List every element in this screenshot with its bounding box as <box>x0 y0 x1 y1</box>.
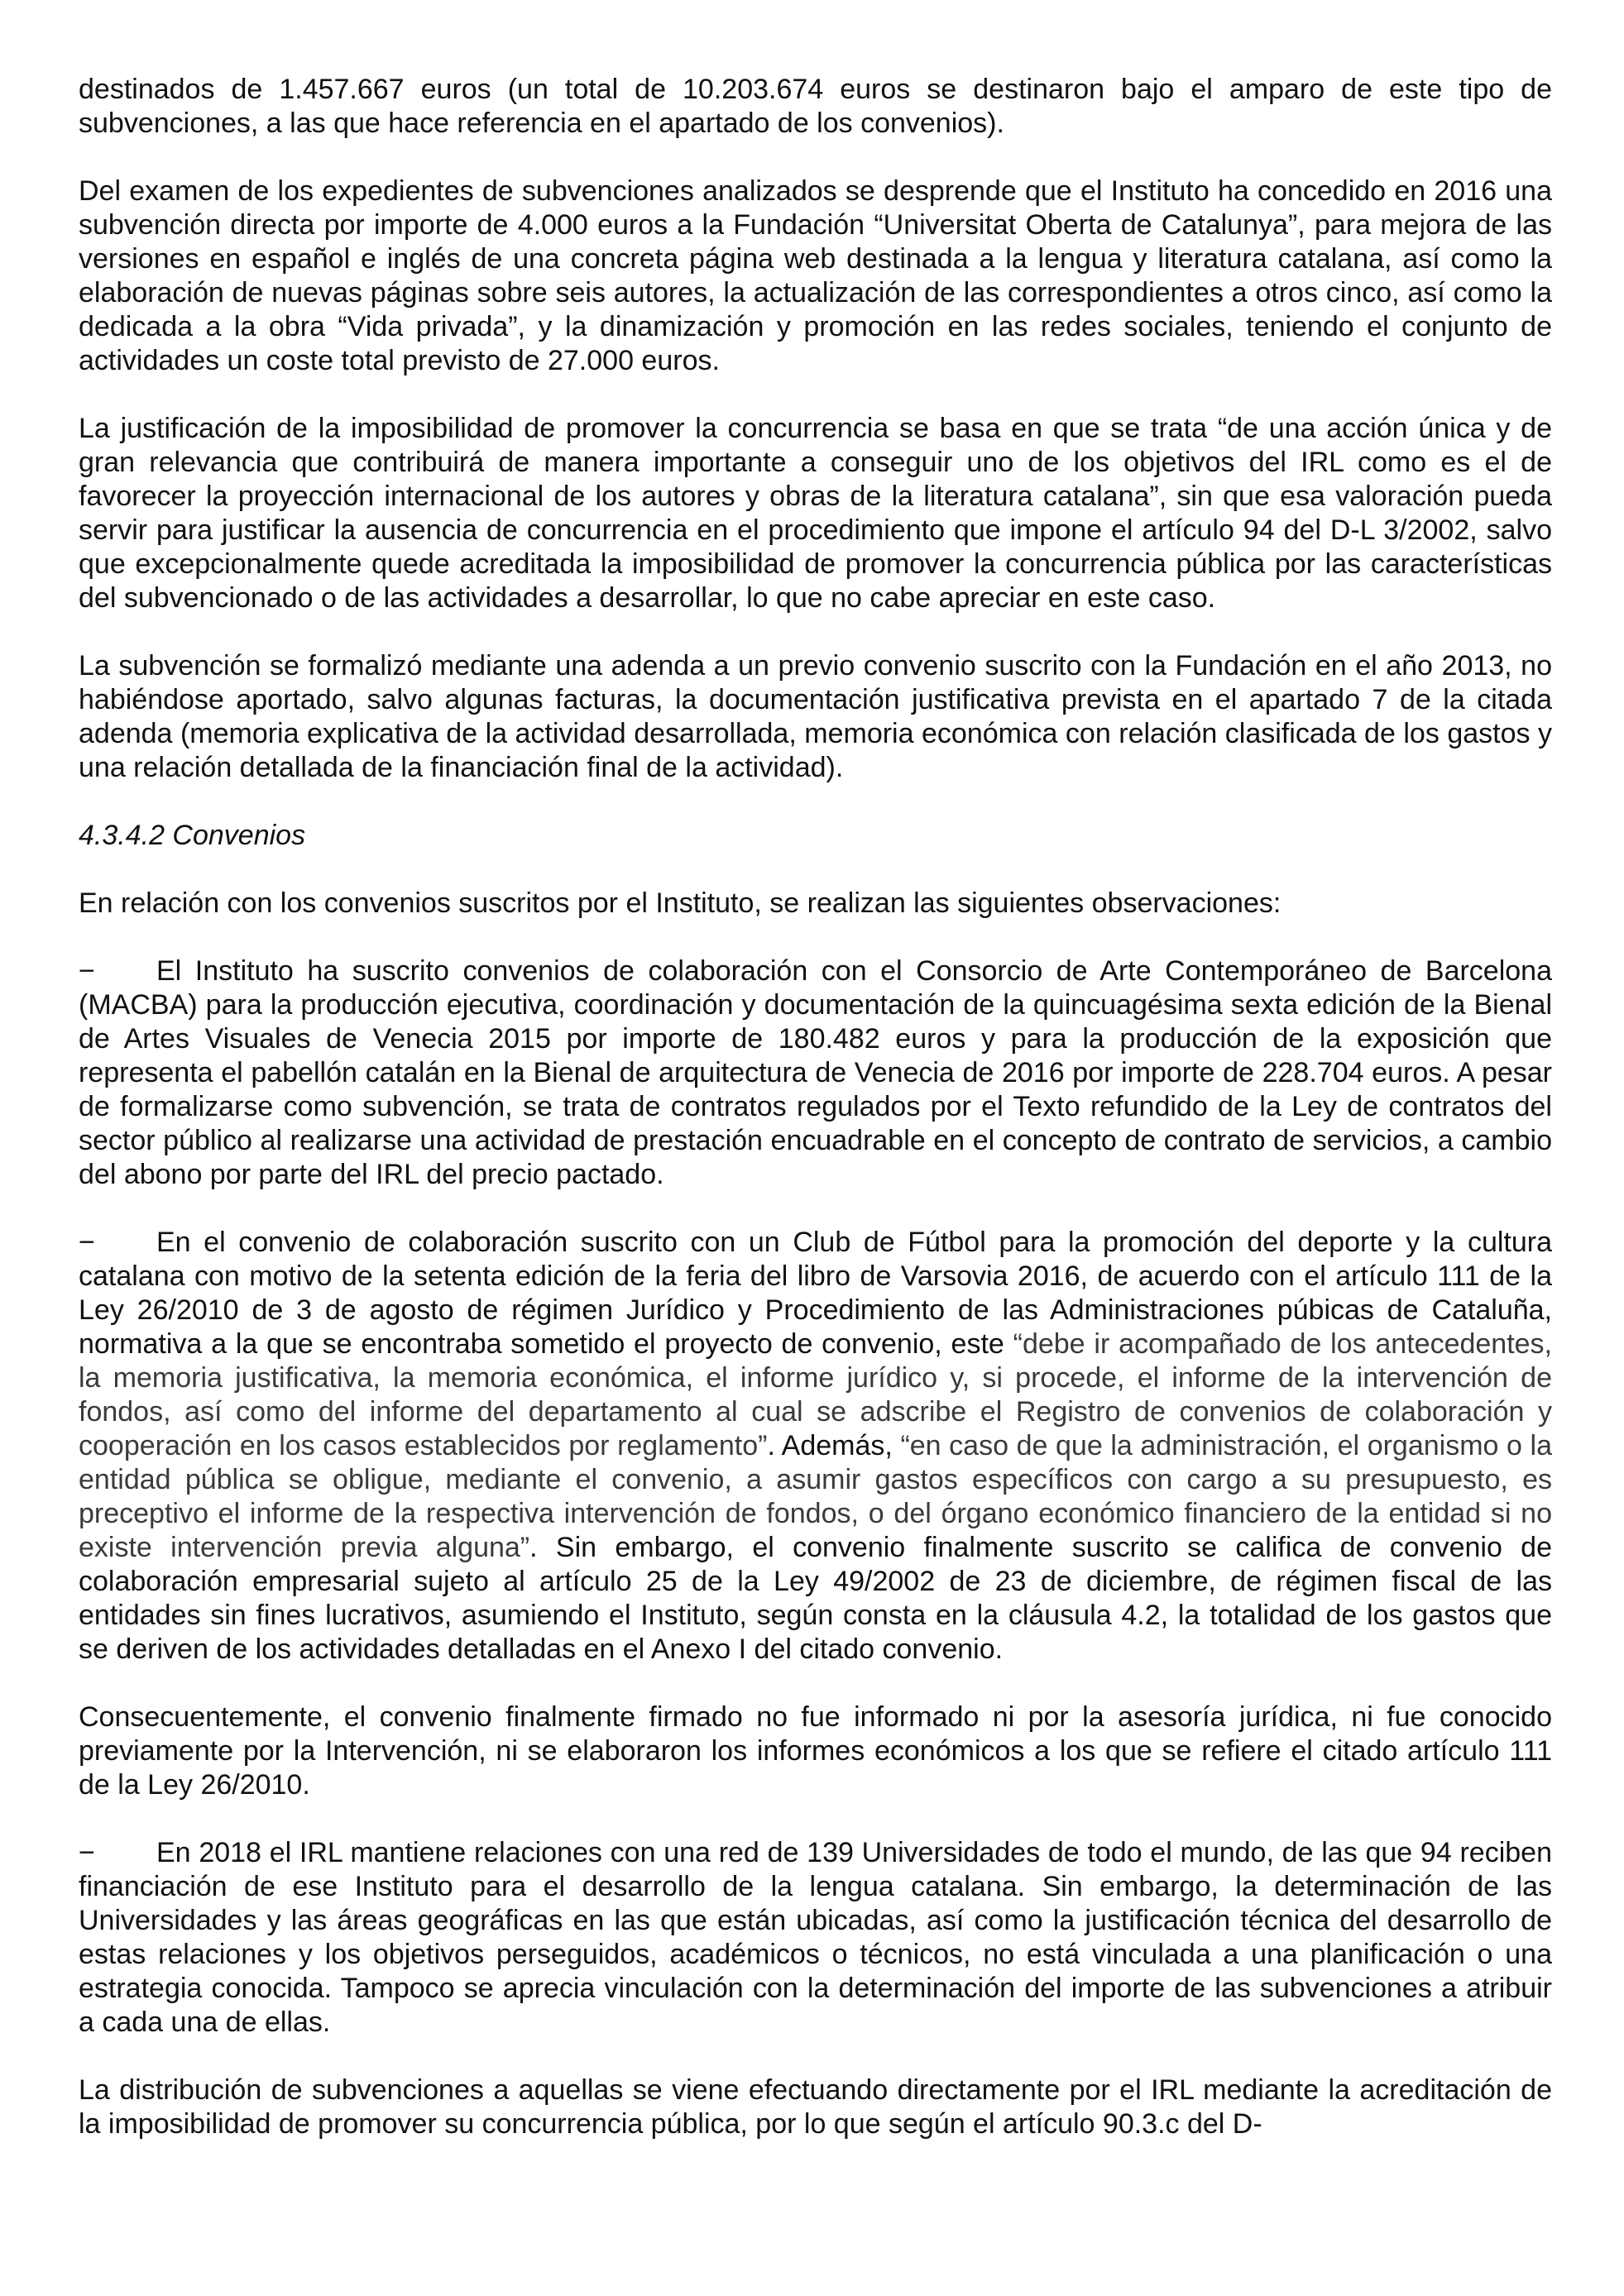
paragraph-adenda: La subvención se formalizó mediante una adenda a un previo convenio suscrito con la Fundación en el año 2013, no habiéndose aportado, salvo algunas facturas, la documentación justificativa prevista en el apartado 7 de la citada adenda (memoria explicativa de la actividad desarrollada, memoria económica con relación clasificada de los gastos y una relación detallada de la financiación final de la actividad). <box>79 650 1552 783</box>
list-item-text: En el convenio de colaboración suscrito con un Club de Fútbol para la promoción del deporte y la cultura catalana con motivo de la setenta edición de la feria del libro de Varsovia 2016, de acuerdo con el artículo 111 de la Ley 26/2010 de 3 de agosto de régimen Jurídico y Procedimiento de las Administraciones púbicas de Cataluña, normativa a la que se encontraba sometido el proyecto de convenio, este <box>79 1227 1552 1360</box>
paragraph-observaciones-intro: En relación con los convenios suscritos por el Instituto, se realizan las siguientes observaciones: <box>79 887 1281 919</box>
dash-bullet: − <box>79 1227 95 1258</box>
list-item-macba <box>79 954 1552 1192</box>
list-item-text: El Instituto ha suscrito convenios de colaboración con el Consorcio de Arte Contemporáneo de Barcelona (MACBA) para la producción ejecutiva, coordinación y documentación de la quincuagésima sexta edición de la Bienal de Artes Visuales de Venecia 2015 por importe de 180.482 euros y para la producción de la exposición que representa el pabellón catalán en la Bienal de arquitectura de Venecia de 2016 por importe de 228.704 euros. A pesar de formalizarse como subvención, se trata de contratos regulados por el Texto refundido de la Ley de contratos del sector público al realizarse una actividad de prestación encuadrable en el concepto de contrato de servicios, a cambio del abono por parte del IRL del precio pactado. <box>79 955 1552 1190</box>
paragraph-distribucion: La distribución de subvenciones a aquellas se viene efectuando directamente por el IRL mediante la acreditación de la imposibilidad de promover su concurrencia pública, por lo que según el artículo 90.3.c del D- <box>79 2074 1552 2140</box>
dash-bullet: − <box>79 1837 95 1868</box>
section-heading-convenios: 4.3.4.2 Convenios <box>79 820 306 851</box>
paragraph-justificacion-concurrencia: La justificación de la imposibilidad de promover la concurrencia se basa en que se trata “de una acción única y de gran relevancia que contribuirá de manera importante a conseguir uno de los objetivos del IRL como es el de favorecer la proyección internacional de los autores y obras de la literatura catalana”, sin que esa valoración pueda servir para justificar la ausencia de concurrencia en el procedimiento que impone el artículo 94 del D-L 3/2002, salvo que excepcionalmente quede acreditada la imposibilidad de promover la concurrencia pública por las características del subvencionado o de las actividades a desarrollar, lo que no cabe apreciar en este caso. <box>79 413 1552 614</box>
paragraph-subvencion-directa: Del examen de los expedientes de subvenciones analizados se desprende que el Instituto ha concedido en 2016 una subvención directa por importe de 4.000 euros a la Fundación “Universitat Oberta de Catalunya”, para mejora de las versiones en español e inglés de una concreta página web destinada a la lengua y literatura catalana, así como la elaboración de nuevas páginas sobre seis autores, la actualización de las correspondientes a otros cinco, así como la dedicada a la obra “Vida privada”, y la dinamización y promoción en las redes sociales, teniendo el conjunto de actividades un coste total previsto de 27.000 euros. <box>79 175 1552 376</box>
list-item-text: . Además, <box>767 1430 901 1461</box>
legal-quote: “debe ir acompañado de los antecedentes, la memoria justificativa, la memoria económica, el informe jurídico y, si procede, el informe de la intervención de fondos, así como del informe del departamento al cual se adscribe el Registro de convenios de colaboración y cooperación en los casos establecidos por reglamento” <box>79 1328 1553 1461</box>
paragraph-consecuentemente: Consecuentemente, el convenio finalmente firmado no fue informado ni por la asesoría jurídica, ni fue conocido previamente por la Intervención, ni se elaboraron los informes económicos a los que se refiere el citado artículo 111 de la Ley 26/2010. <box>79 1701 1552 1801</box>
legal-quote: “en caso de que la administración, el organismo o la entidad pública se obligue, mediante el convenio, a asumir gastos específicos con cargo a su presupuesto, es preceptivo el informe de la respectiva intervención de fondos, o del órgano económico financiero de la entidad si no existe intervención previa alguna” <box>79 1430 1553 1563</box>
dash-bullet: − <box>79 955 95 987</box>
list-item-text: En 2018 el IRL mantiene relaciones con una red de 139 Universidades de todo el mundo, de las que 94 reciben financiación de ese Instituto para el desarrollo de la lengua catalana. Sin embargo, la determinación de las Universidades y las áreas geográficas en las que están ubicadas, así como la justificación técnica del desarrollo de estas relaciones y los objetivos perseguidos, académicos o técnicos, no está vinculada a una planificación o una estrategia conocida. Tampoco se aprecia vinculación con la determinación del importe de las subvenciones a atribuir a cada una de ellas. <box>79 1837 1552 2038</box>
list-item-universidades <box>79 1836 1552 2040</box>
list-item-text: . Sin embargo, el convenio finalmente suscrito se califica de convenio de colaboración empresarial sujeto al artículo 25 de la Ley 49/2002 de 23 de diciembre, de régimen fiscal de las entidades sin fines lucrativos, asumiendo el Instituto, según consta en la cláusula 4.2, la totalidad de los gastos que se deriven de los actividades detalladas en el Anexo I del citado convenio. <box>79 1532 1553 1665</box>
list-item-club-futbol <box>79 1226 1552 1667</box>
paragraph-subvenciones-total: destinados de 1.457.667 euros (un total de 10.203.674 euros se destinaron bajo el amparo de este tipo de subvenciones, a las que hace referencia en el apartado de los convenios). <box>79 74 1552 139</box>
